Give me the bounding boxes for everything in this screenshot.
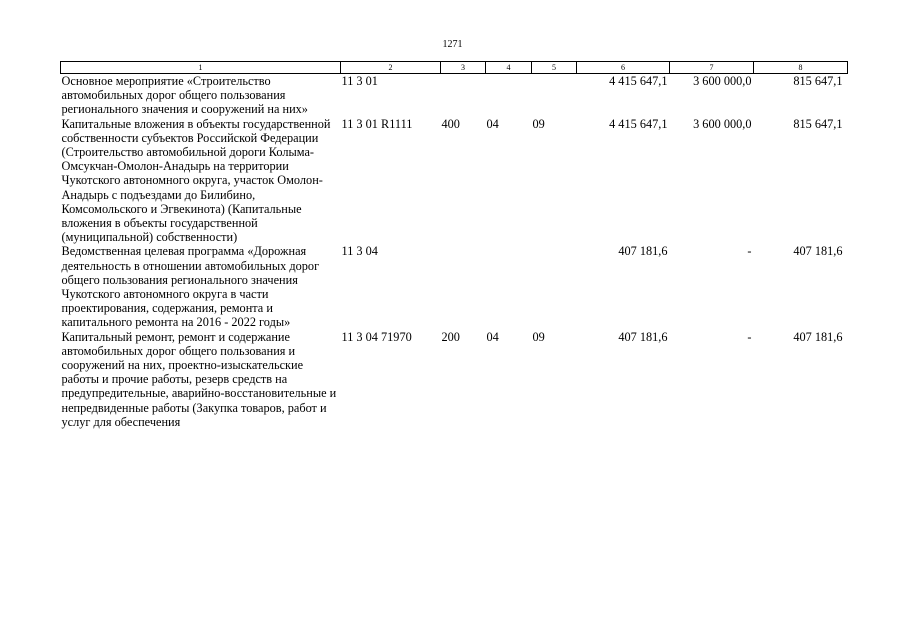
table-row <box>61 74 848 117</box>
budget-table <box>60 61 848 429</box>
column-header-2: 2 <box>341 62 441 74</box>
table-row <box>61 117 848 245</box>
column-header-6: 6 <box>577 62 670 74</box>
row-total: 4 415 647,1 <box>609 74 668 88</box>
column-header-3: 3 <box>441 62 486 74</box>
column-header-4: 4 <box>486 62 532 74</box>
row-section: 04 <box>486 116 499 131</box>
table-row <box>61 244 848 329</box>
row-section <box>486 74 532 117</box>
table-row <box>61 330 848 429</box>
row-section <box>486 244 532 329</box>
row-subsection: 09 <box>532 116 545 131</box>
row-subsection <box>532 74 577 117</box>
row-name: Основное мероприятие «Строительство автомобильных дорог общего пользования регионального значения и сооружений на них» <box>61 74 308 117</box>
row-total: 407 181,6 <box>618 244 668 259</box>
row-name: Капитальный ремонт, ремонт и содержание автомобильных дорог общего пользования и сооружений на них, проектно-изыскательские работы и прочие работы, резерв средств на предупредительные, аварийно-восстановительные и непредвиденные работы (Закупка товаров, работ и услуг для обеспечения <box>61 329 337 429</box>
row-expense-type: 200 <box>441 329 460 344</box>
row-expense-type: 400 <box>441 116 460 131</box>
column-header-7: 7 <box>670 62 754 74</box>
row-target-code: 11 3 01 <box>341 74 378 88</box>
row-regional: 407 181,6 <box>793 329 843 344</box>
row-target-code: 11 3 01 R1111 <box>341 116 413 131</box>
column-number-row <box>61 62 848 74</box>
row-federal: - <box>747 329 752 344</box>
page-number: 1271 <box>442 39 463 50</box>
row-federal: 3 600 000,0 <box>693 116 752 131</box>
row-total: 4 415 647,1 <box>609 116 668 131</box>
row-total: 407 181,6 <box>618 329 668 344</box>
row-federal: 3 600 000,0 <box>693 74 752 88</box>
column-header-1: 1 <box>61 62 341 74</box>
row-regional: 815 647,1 <box>793 74 843 88</box>
row-target-code: 11 3 04 <box>341 244 378 259</box>
column-header-5: 5 <box>532 62 577 74</box>
row-regional: 407 181,6 <box>793 244 843 259</box>
row-federal: - <box>747 244 752 259</box>
column-header-8: 8 <box>754 62 848 74</box>
row-target-code: 11 3 04 71970 <box>341 329 412 344</box>
row-name: Ведомственная целевая программа «Дорожная деятельность в отношении автомобильных дорог общего пользования регионального значения Чукотского автономного округа в части проектирования, содержания, ремонта и капитального ремонта на 2016 - 2022 годы» <box>61 244 320 330</box>
row-name: Капитальные вложения в объекты государственной собственности субъектов Российской Федерации (Строительство автомобильной дороги Колыма-Омсукчан-Омолон-Анадырь на территории Чукотского автономного округа, участок Омолон-Анадырь с подъездами до Билибино, Комсомольского и Эгвекинота) (Капитальные вложения в объекты государственной (муниципальной) собственности) <box>61 116 331 245</box>
row-expense-type <box>441 244 486 329</box>
row-subsection: 09 <box>532 329 545 344</box>
row-subsection <box>532 244 577 329</box>
row-section: 04 <box>486 329 499 344</box>
row-expense-type <box>441 74 486 117</box>
row-regional: 815 647,1 <box>793 116 843 131</box>
